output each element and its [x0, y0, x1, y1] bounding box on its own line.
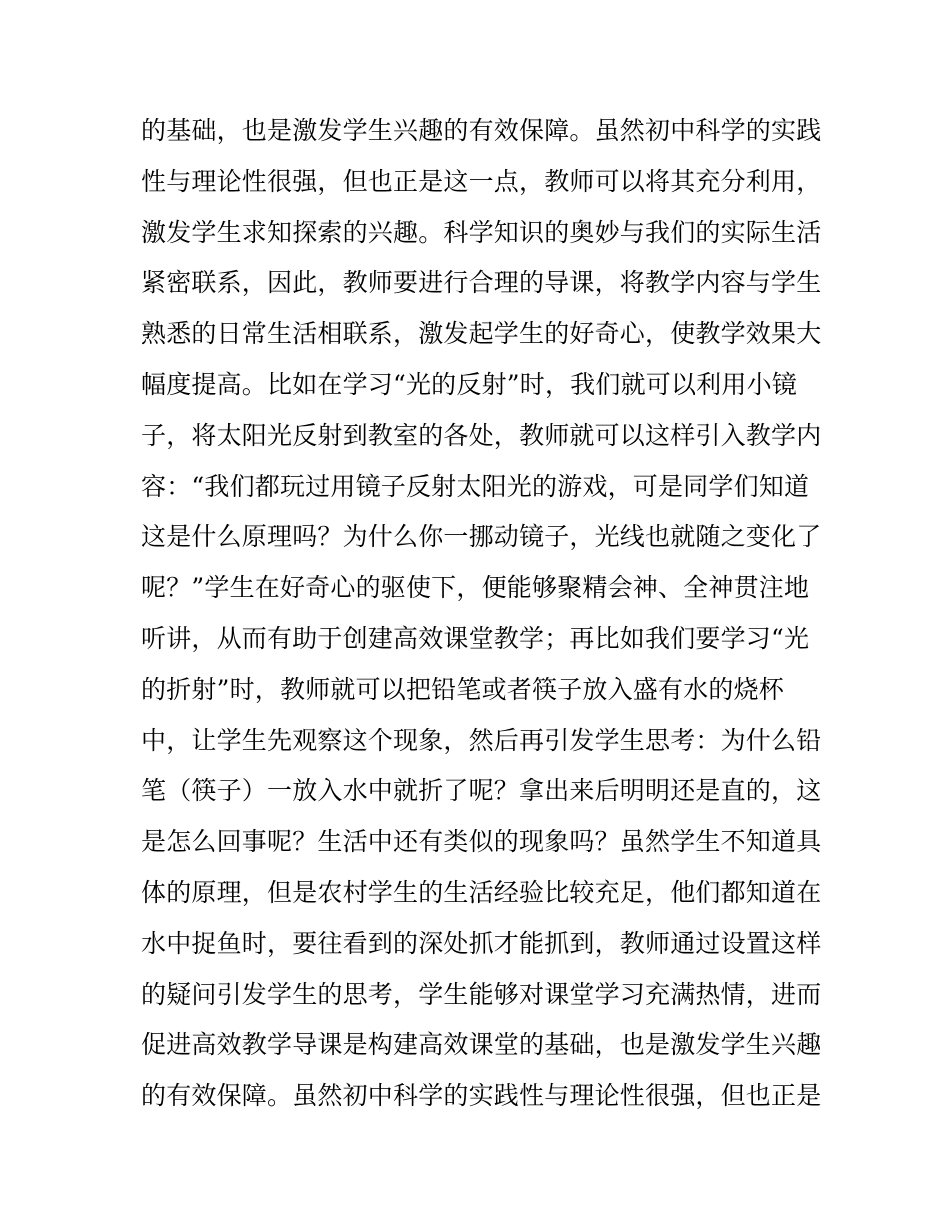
paragraph-line: 听讲，从而有助于创建高效课堂教学；再比如我们要学习“光	[141, 623, 810, 653]
paragraph-line: 的基础，也是激发学生兴趣的有效保障。虽然初中科学的实践	[141, 116, 822, 145]
paragraph-line: 熟悉的日常生活相联系，激发起学生的好奇心，使教学效果大	[141, 319, 822, 349]
paragraph-line: 性与理论性很强，但也正是这一点，教师可以将其充分利用，	[141, 166, 822, 196]
paragraph-line: 紧密联系，因此，教师要进行合理的导课，将教学内容与学生	[141, 268, 822, 298]
paragraph-line: 容：“我们都玩过用镜子反射太阳光的游戏，可是同学们知道	[141, 471, 810, 501]
paragraph-line: 幅度提高。比如在学习“光的反射”时，我们就可以利用小镜	[141, 369, 797, 399]
paragraph-line: 笔（筷子）一放入水中就折了呢？拿出来后明明还是直的，这	[141, 776, 822, 806]
paragraph-line: 水中捉鱼时，要往看到的深处抓才能抓到，教师通过设置这样	[141, 928, 822, 958]
paragraph-line: 是怎么回事呢？生活中还有类似的现象吗？虽然学生不知道具	[141, 827, 822, 857]
paragraph-line: 呢？”学生在好奇心的驱使下，便能够聚精会神、全神贯注地	[141, 573, 810, 603]
paragraph-line: 体的原理，但是农村学生的生活经验比较充足，他们都知道在	[141, 877, 822, 907]
paragraph-line: 子，将太阳光反射到教室的各处，教师就可以这样引入教学内	[141, 420, 822, 450]
paragraph-line: 促进高效教学导课是构建高效课堂的基础，也是激发学生兴趣	[141, 1030, 822, 1060]
paragraph-line: 这是什么原理吗？为什么你一挪动镜子，光线也就随之变化了	[141, 522, 822, 552]
paragraph-line: 的疑问引发学生的思考，学生能够对课堂学习充满热情，进而	[141, 979, 822, 1009]
paragraph-line: 中，让学生先观察这个现象，然后再引发学生思考：为什么铅	[141, 725, 822, 755]
paragraph-line: 激发学生求知探索的兴趣。科学知识的奥妙与我们的实际生活	[141, 217, 822, 247]
paragraph-line: 的折射”时，教师就可以把铅笔或者筷子放入盛有水的烧杯	[141, 674, 784, 704]
body-paragraph	[141, 106, 821, 1122]
paragraph-line: 的有效保障。虽然初中科学的实践性与理论性很强，但也正是	[141, 1081, 822, 1111]
